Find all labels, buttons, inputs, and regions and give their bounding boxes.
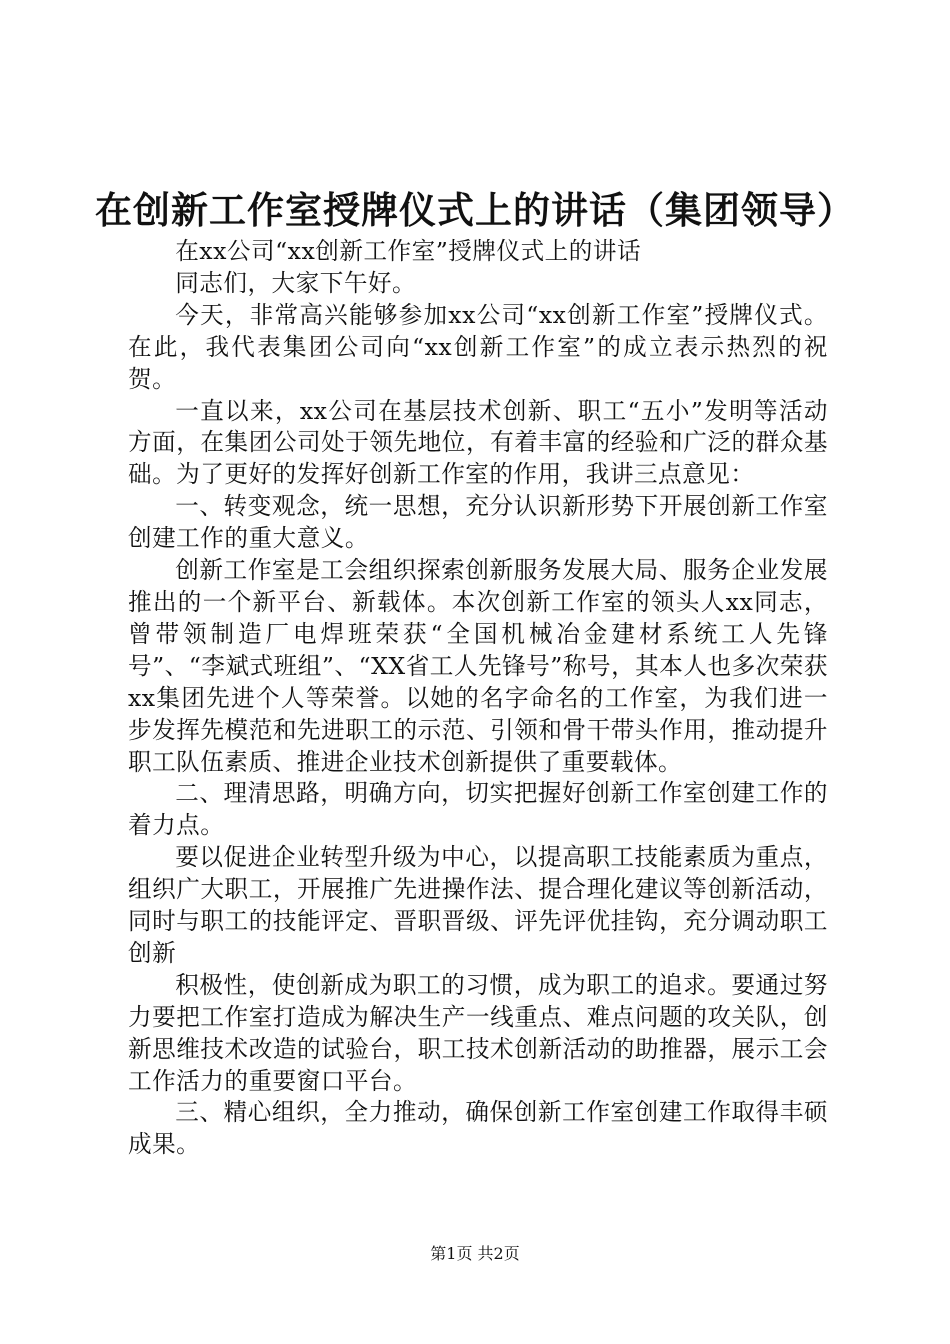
paragraph-point-two-continued: 积极性，使创新成为职工的习惯，成为职工的追求。要通过努力要把工作室打造成为解决生产一线重点、难点问题的攻关队，创新思维技术改造的试验台，职工技术创新活动的助推器，展示工会工作活力的重要窗口平台。: [128, 970, 828, 1095]
page-title: 在创新工作室授牌仪式上的讲话（集团领导）: [95, 188, 855, 232]
paragraph-point-one: 一、转变观念，统一思想，充分认识新形势下开展创新工作室创建工作的重大意义。: [128, 492, 828, 553]
paragraph-point-two-body: 要以促进企业转型升级为中心，以提高职工技能素质为重点，组织广大职工，开展推广先进操作法、提合理化建议等创新活动，同时与职工的技能评定、晋职晋级、评先评优挂钩，充分调动职工创新: [128, 843, 828, 967]
paragraph-point-two: 二、理清思路，明确方向，切实把握好创新工作室创建工作的着力点。: [128, 779, 828, 840]
paragraph-opening: 今天，非常高兴能够参加xx公司“xx创新工作室”授牌仪式。在此，我代表集团公司向“xx创新工作室”的成立表示热烈的祝贺。: [128, 300, 828, 393]
paragraph-point-three: 三、精心组织，全力推动，确保创新工作室创建工作取得丰硕成果。: [128, 1098, 828, 1159]
document-body: [128, 236, 828, 1161]
page-indicator: 第1页 共2页: [430, 1244, 520, 1263]
paragraph-heading-line: 在xx公司“xx创新工作室”授牌仪式上的讲话: [175, 237, 642, 265]
paragraph-point-one-body: 创新工作室是工会组织探索创新服务发展大局、服务企业发展推出的一个新平台、新载体。本次创新工作室的领头人xx同志，曾带领制造厂电焊班荣获“全国机械冶金建材系统工人先锋号”、“李斌式班组”、“XX省工人先锋号”称号，其本人也多次荣获xx集团先进个人等荣誉。以她的名字命名的工作室，为我们进一步发挥先模范和先进职工的示范、引领和骨干带头作用，推动提升职工队伍素质、推进企业技术创新提供了重要载体。: [128, 556, 828, 776]
paragraph-greeting: 同志们，大家下午好。: [175, 268, 417, 297]
paragraph-background: 一直以来，xx公司在基层技术创新、职工“五小”发明等活动方面，在集团公司处于领先地位，有着丰富的经验和广泛的群众基础。为了更好的发挥好创新工作室的作用，我讲三点意见：: [128, 396, 828, 489]
